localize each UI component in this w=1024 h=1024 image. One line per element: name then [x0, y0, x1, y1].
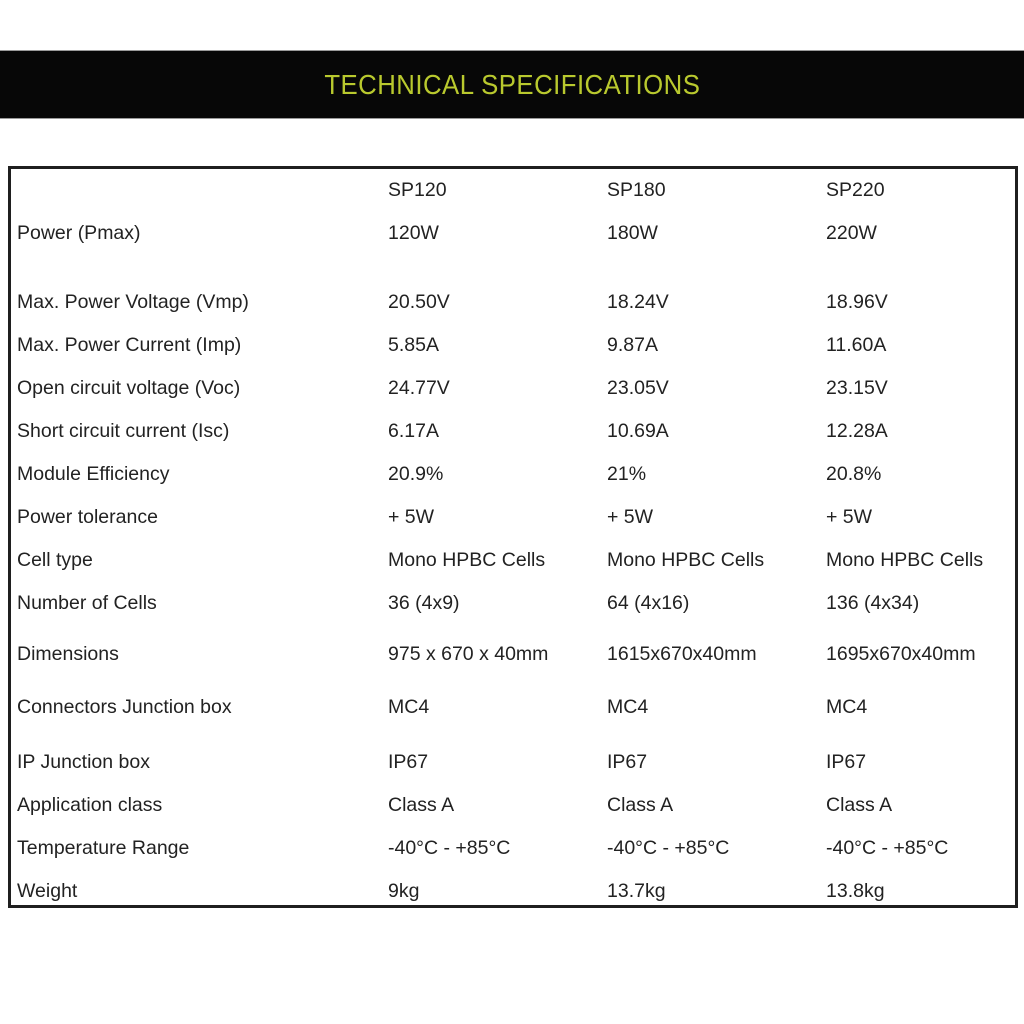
- row-label: Temperature Range: [17, 837, 190, 859]
- cell-value: 1615x670x40mm: [607, 643, 757, 665]
- cell-value: IP67: [826, 751, 867, 773]
- spec-row: [11, 686, 1015, 729]
- cell-value: 120W: [388, 222, 439, 244]
- spec-row: [11, 212, 1015, 255]
- cell-value: 23.05V: [607, 377, 669, 399]
- row-label: Power (Pmax): [17, 222, 141, 244]
- cell-value: IP67: [607, 751, 648, 773]
- row-label: Dimensions: [17, 643, 119, 665]
- page-title: TECHNICAL SPECIFICATIONS: [323, 68, 701, 100]
- cell-value: 18.96V: [826, 291, 888, 313]
- spec-table-rows: [11, 169, 1015, 908]
- cell-value: MC4: [388, 696, 430, 718]
- spec-row: [11, 281, 1015, 324]
- row-label: Open circuit voltage (Voc): [17, 377, 241, 399]
- cell-value: 975 x 670 x 40mm: [388, 643, 549, 665]
- row-label: Number of Cells: [17, 592, 157, 614]
- cell-value: Mono HPBC Cells: [607, 549, 765, 571]
- cell-value: 23.15V: [826, 377, 888, 399]
- spec-row: [11, 324, 1015, 367]
- spec-row: [11, 582, 1015, 625]
- cell-value: Class A: [607, 794, 674, 816]
- cell-value: -40°C - +85°C: [388, 837, 511, 859]
- cell-value: 5.85A: [388, 334, 439, 356]
- spec-row: [11, 784, 1015, 827]
- cell-value: MC4: [826, 696, 868, 718]
- spec-row: [11, 539, 1015, 582]
- row-label: Short circuit current (Isc): [17, 420, 230, 442]
- spec-row: [11, 633, 1015, 676]
- cell-value: 10.69A: [607, 420, 669, 442]
- spec-row: [11, 453, 1015, 496]
- cell-value: 20.8%: [826, 463, 882, 485]
- cell-value: MC4: [607, 696, 649, 718]
- cell-value: IP67: [388, 751, 429, 773]
- cell-value: 21%: [607, 463, 647, 485]
- cell-value: + 5W: [388, 506, 435, 528]
- spec-row: [11, 367, 1015, 410]
- row-label: Power tolerance: [17, 506, 158, 528]
- cell-value: 180W: [607, 222, 658, 244]
- cell-value: 18.24V: [607, 291, 669, 313]
- cell-value: 12.28A: [826, 420, 888, 442]
- column-header-row: [11, 169, 1015, 212]
- cell-value: 20.50V: [388, 291, 450, 313]
- cell-value: 9.87A: [607, 334, 658, 356]
- cell-value: Class A: [826, 794, 893, 816]
- cell-value: 20.9%: [388, 463, 444, 485]
- cell-value: 36 (4x9): [388, 592, 460, 614]
- row-label: Application class: [17, 794, 163, 816]
- row-label: Max. Power Current (Imp): [17, 334, 242, 356]
- cell-value: 136 (4x34): [826, 592, 920, 614]
- column-header-sp220: SP220: [826, 179, 885, 201]
- cell-value: 24.77V: [388, 377, 450, 399]
- row-label: Module Efficiency: [17, 463, 170, 485]
- spec-row: [11, 741, 1015, 784]
- cell-value: 11.60A: [826, 334, 887, 356]
- cell-value: 64 (4x16): [607, 592, 690, 614]
- cell-value: 6.17A: [388, 420, 439, 442]
- spec-row: [11, 870, 1015, 908]
- spec-row: [11, 496, 1015, 539]
- cell-value: Mono HPBC Cells: [388, 549, 546, 571]
- cell-value: + 5W: [826, 506, 873, 528]
- cell-value: 13.8kg: [826, 880, 885, 902]
- cell-value: 13.7kg: [607, 880, 666, 902]
- cell-value: -40°C - +85°C: [607, 837, 730, 859]
- row-label: Weight: [17, 880, 78, 902]
- cell-value: Class A: [388, 794, 455, 816]
- cell-value: Mono HPBC Cells: [826, 549, 984, 571]
- row-label: Max. Power Voltage (Vmp): [17, 291, 249, 313]
- spec-table: [8, 166, 1018, 908]
- spec-row: [11, 410, 1015, 453]
- cell-value: 1695x670x40mm: [826, 643, 976, 665]
- cell-value: 9kg: [388, 880, 420, 902]
- header-bar: [0, 50, 1024, 119]
- column-header-sp120: SP120: [388, 179, 447, 201]
- spec-row: [11, 827, 1015, 870]
- row-label: IP Junction box: [17, 751, 150, 773]
- column-header-sp180: SP180: [607, 179, 666, 201]
- row-label: Cell type: [17, 549, 93, 571]
- row-label: Connectors Junction box: [17, 696, 232, 718]
- cell-value: -40°C - +85°C: [826, 837, 949, 859]
- cell-value: 220W: [826, 222, 877, 244]
- cell-value: + 5W: [607, 506, 654, 528]
